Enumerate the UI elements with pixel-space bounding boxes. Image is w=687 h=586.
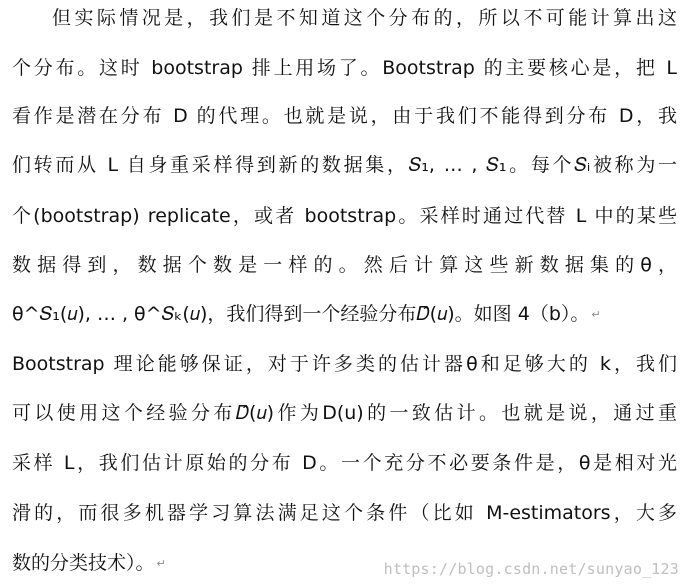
watermark: https://blog.csdn.net/sunyao_123 — [383, 560, 679, 578]
text-line-9: 可以使用这个经验分布𝐷̂(𝑢)作为D(u)的一致估计。也就是说，通过重 — [12, 402, 677, 424]
text-line-1: 但实际情况是，我们是不知道这个分布的，所以不可能计算出这 — [52, 7, 677, 29]
text-line-8: Bootstrap 理论能够保证，对于许多类的估计器θ和足够大的 k，我们 — [12, 353, 677, 375]
text-line-7 — [12, 299, 677, 329]
text-line-11: 滑的，而很多机器学习算法满足这个条件（比如 M-estimators，大多 — [12, 502, 677, 524]
paragraph-mark-icon: ↵ — [156, 556, 166, 570]
text-line-2: 个分布。这时 bootstrap 排上用场了。Bootstrap 的主要核心是，把 L — [12, 57, 677, 79]
text-line-4: 们转而从 L 自身重采样得到新的数据集，𝑆₁, … , 𝑆₁。每个𝑆ᵢ被称为一 — [12, 154, 677, 176]
text-line-3: 看作是潜在分布 D 的代理。也就是说，由于我们不能得到分布 D，我 — [12, 105, 677, 127]
text-line-12-content: 数的分类技术）。 — [12, 552, 155, 574]
text-line-5: 个(bootstrap) replicate，或者 bootstrap。采样时通过代替 L 中的某些 — [12, 205, 677, 227]
text-line-6: 数据得到，数据个数是一样的。然后计算这些新数据集的θ， — [12, 254, 677, 276]
paragraph-mark-icon: ↵ — [591, 307, 601, 321]
text-line-10: 采样 L，我们估计原始的分布 D。一个充分不必要条件是，θ是相对光 — [12, 452, 677, 474]
text-line-7-content: θ^𝑆₁(𝑢), … , θ^𝑆ₖ(𝑢)，我们得到一个经验分布𝐷̂(𝑢)。如图 4（b）。 — [12, 303, 590, 325]
